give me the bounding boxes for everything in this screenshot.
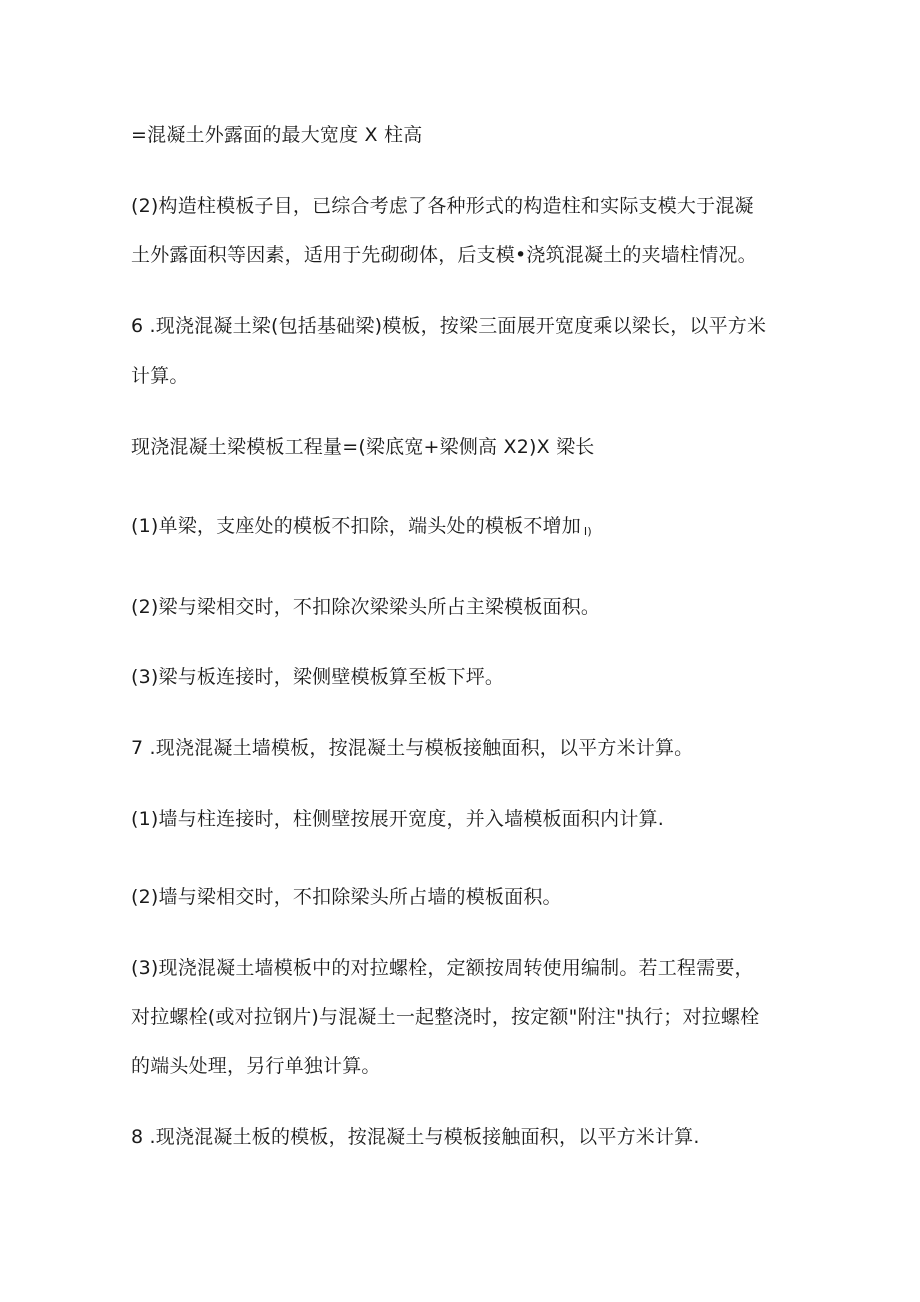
- formula-column-template: =混凝土外露面的最大宽度 X 柱高: [131, 124, 423, 146]
- beam-rule-1: [131, 513, 811, 545]
- item-6-beam-template-line-2: 计算。: [131, 365, 189, 387]
- beam-rule-2: (2)梁与梁相交时，不扣除次梁梁头所占主梁模板面积。: [131, 596, 601, 618]
- beam-rule-1-text: (1)单梁，支座处的模板不扣除，端头处的模板不增加: [131, 515, 581, 537]
- wall-rule-3-line-2: 对拉螺栓(或对拉钢片)与混凝土一起整浇时，按定额"附注"执行；对拉螺栓: [131, 1006, 760, 1028]
- item-8-slab-template: 8 .现浇混凝土板的模板，按混凝土与模板接触面积，以平方米计算.: [131, 1126, 700, 1148]
- formula-beam-template: 现浇混凝土梁模板工程量=(梁底宽+梁侧高 X2)X 梁长: [131, 436, 595, 458]
- paragraph-constructional-column-line-1: (2)构造柱模板子目，已综合考虑了各种形式的构造柱和实际支模大于混凝: [131, 195, 754, 217]
- wall-rule-2: (2)墙与梁相交时，不扣除梁头所占墙的模板面积。: [131, 886, 562, 908]
- item-6-beam-template-line-1: 6 .现浇混凝土梁(包括基础梁)模板，按梁三面展开宽度乘以梁长，以平方米: [131, 315, 767, 337]
- item-7-wall-template: 7 .现浇混凝土墙模板，按混凝土与模板接触面积，以平方米计算。: [131, 737, 694, 759]
- wall-rule-1: (1)墙与柱连接时，柱侧壁按展开宽度，并入墙模板面积内计算.: [131, 808, 664, 830]
- wall-rule-3-line-1: (3)现浇混凝土墙模板中的对拉螺栓，定额按周转使用编制。若工程需要，: [131, 957, 754, 979]
- paragraph-constructional-column-line-2: 土外露面积等因素，适用于先砌砌体，后支模•浇筑混凝土的夹墙柱情况。: [131, 244, 757, 266]
- scan-artifact: I): [583, 525, 592, 538]
- beam-rule-3: (3)梁与板连接时，梁侧壁模板算至板下坪。: [131, 666, 505, 688]
- wall-rule-3-line-3: 的端头处理，另行单独计算。: [131, 1055, 381, 1077]
